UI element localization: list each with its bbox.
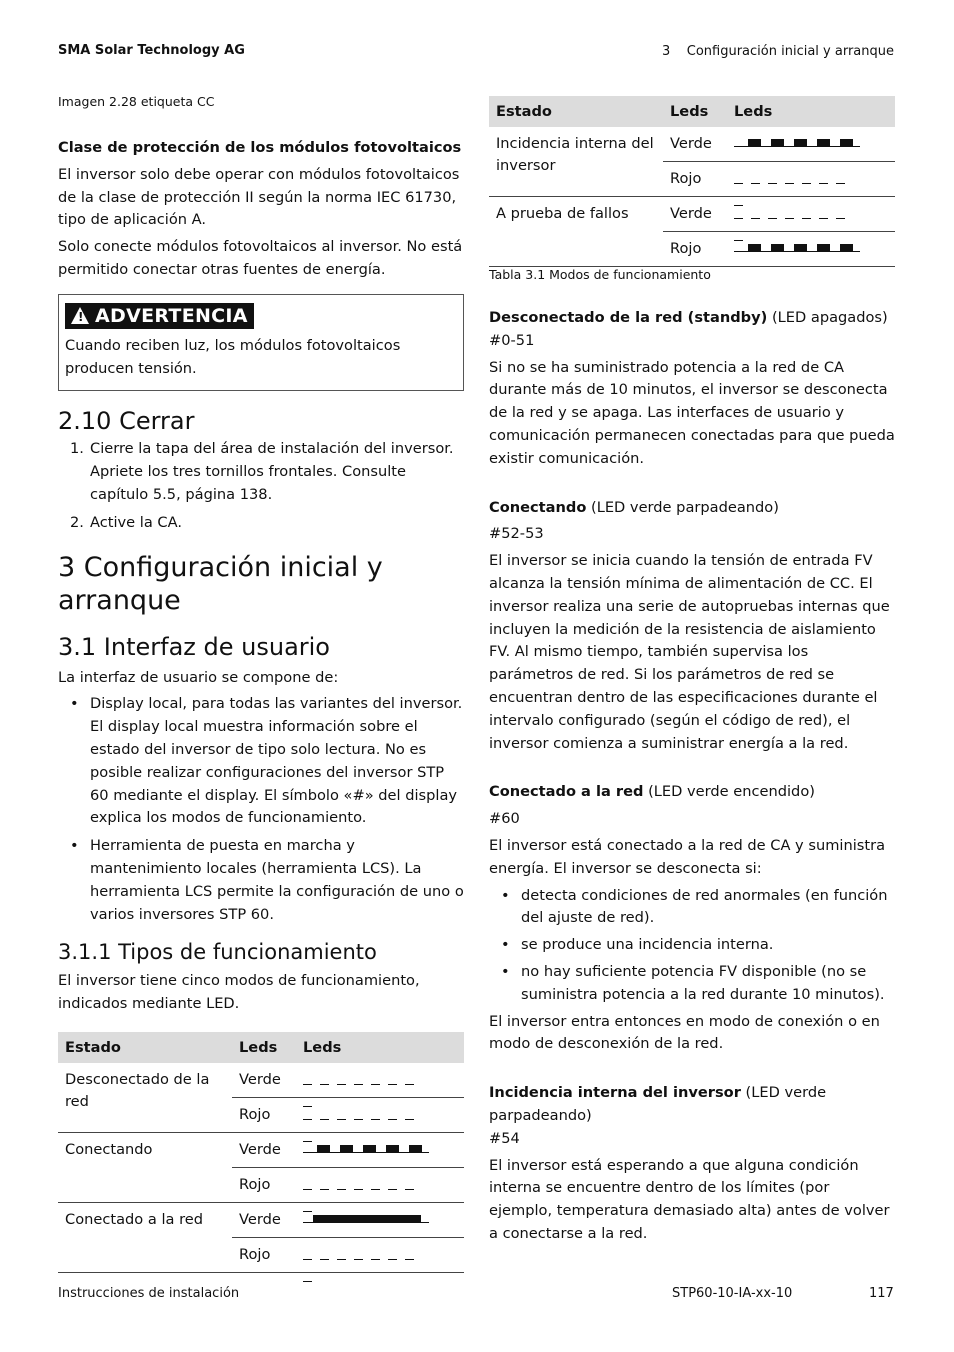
col-leds: Leds	[663, 96, 727, 127]
led-dash	[320, 1084, 329, 1085]
led-pattern	[296, 1203, 464, 1238]
led-pattern	[296, 1133, 464, 1168]
led-dash	[320, 1189, 329, 1190]
figure-caption: Imagen 2.28 etiqueta CC	[58, 94, 215, 109]
col-estado: Estado	[58, 1032, 232, 1063]
pv-class-title: Clase de protección de los módulos fotovoltaicos	[58, 139, 462, 156]
led-dash	[836, 183, 845, 184]
header-company: SMA Solar Technology AG	[58, 43, 245, 58]
led-pattern	[727, 127, 895, 162]
col-leds-pattern: Leds	[296, 1032, 464, 1063]
led-dash	[734, 218, 743, 219]
table-header-row	[58, 1032, 464, 1063]
connecting-code: #52-53	[489, 525, 544, 543]
led-blink-pulse	[317, 1145, 330, 1153]
led-dash	[337, 1119, 346, 1120]
led-dash	[354, 1084, 363, 1085]
list-item: • Display local, para todas las variantes del inversor. El display local muestra información sobre el estado del inversor de tipo solo lectura. No es posible realizar configuraciones del inversor STP 60 mediante el display. El símbolo «#» del display explica los modos de funcionamiento.	[70, 695, 463, 827]
table-row	[489, 127, 895, 162]
warning-triangle-icon: !	[71, 307, 89, 324]
warning-box	[58, 294, 464, 392]
table-row	[58, 1133, 464, 1168]
row-color: Verde	[232, 1063, 296, 1098]
led-dash	[405, 1119, 414, 1120]
connecting-text: El inversor se inicia cuando la tensión de entrada FV alcanza la tensión mínima de alimentación de CC. El inversor realiza una serie de autopruebas internas que incluyen la medición de la resistencia de aislamiento FV. Al mismo tiempo, también supervisa los parámetros de red. Si los parámetros de red se encuentran dentro de las especificaciones durante el intervalo configurado (según el código de red), el inversor comienza a suministrar energía a la red.	[489, 552, 890, 752]
section-3-1-1-title: 3.1.1 Tipos de funcionamiento	[58, 940, 377, 965]
led-dash	[354, 1119, 363, 1120]
led-off-indicator	[303, 1108, 429, 1122]
led-dash	[751, 218, 760, 219]
row-estado: A prueba de fallos	[489, 197, 663, 267]
led-dash	[734, 183, 743, 184]
row-color: Rojo	[232, 1238, 296, 1273]
led-solid-bar	[313, 1215, 421, 1223]
led-dash	[819, 183, 828, 184]
led-off-indicator	[303, 1073, 429, 1087]
row-color: Rojo	[663, 232, 727, 267]
led-dash	[751, 183, 760, 184]
row-color: Rojo	[232, 1168, 296, 1203]
led-dash	[405, 1259, 414, 1260]
ui-list	[58, 693, 464, 926]
footer-doc-id: STP60-10-IA-xx-10	[672, 1286, 793, 1301]
led-pattern	[296, 1098, 464, 1133]
led-blink-indicator	[303, 1143, 429, 1157]
led-dash	[405, 1084, 414, 1085]
led-off-indicator	[734, 172, 860, 186]
list-item: • detecta condiciones de red anormales (en función del ajuste de red).	[501, 886, 888, 927]
led-dash	[785, 183, 794, 184]
internal-code: #54	[489, 1129, 520, 1147]
table-row	[58, 1063, 464, 1098]
led-blink-pulse	[794, 139, 807, 147]
chapter-3-title: 3 Configuración inicial y arranque	[58, 551, 383, 616]
table-row	[58, 1203, 464, 1238]
col-estado: Estado	[489, 96, 663, 127]
led-dash	[371, 1189, 380, 1190]
led-dash	[768, 183, 777, 184]
led-dash	[303, 1106, 312, 1107]
modes-table-right	[489, 96, 895, 267]
table-header-row	[489, 96, 895, 127]
led-blink-pulse	[840, 139, 853, 147]
led-dash	[303, 1119, 312, 1120]
led-dash	[320, 1259, 329, 1260]
led-dash	[354, 1259, 363, 1260]
modes-intro: El inversor tiene cinco modos de funcionamiento, indicados mediante LED.	[58, 972, 420, 1013]
led-dash	[734, 240, 743, 241]
led-off-indicator	[303, 1178, 429, 1192]
row-estado: Conectado a la red	[58, 1203, 232, 1273]
pv-class-p2: Solo conecte módulos fotovoltaicos al inversor. No está permitido conectar otras fuentes de energía.	[58, 238, 463, 278]
header-chapter-num: 3	[661, 44, 671, 59]
led-blink-pulse	[817, 139, 830, 147]
led-blink-pulse	[840, 244, 853, 252]
led-blink-pulse	[386, 1145, 399, 1153]
led-pattern	[727, 162, 895, 197]
led-blink-pulse	[340, 1145, 353, 1153]
row-color: Rojo	[232, 1098, 296, 1133]
row-color: Verde	[232, 1133, 296, 1168]
left-column	[58, 94, 464, 1020]
grid-text: El inversor está conectado a la red de CA y suministra energía. El inversor se desconecta si:	[489, 836, 886, 877]
led-dash	[303, 1281, 312, 1282]
led-off-indicator	[303, 1248, 429, 1262]
close-steps-list	[58, 438, 464, 534]
row-color: Verde	[663, 197, 727, 232]
led-dash	[785, 218, 794, 219]
led-dash	[337, 1259, 346, 1260]
led-dash	[337, 1084, 346, 1085]
pv-class-p1: El inversor solo debe operar con módulos fotovoltaicos de la clase de protección II según la norma IEC 61730, tipo de aplicación A.	[58, 165, 460, 229]
led-dash	[388, 1119, 397, 1120]
led-dash	[354, 1189, 363, 1190]
standby-code: #0-51	[489, 331, 535, 349]
led-dash	[303, 1211, 312, 1212]
led-blink-pulse	[771, 139, 784, 147]
led-blink-pulse	[363, 1145, 376, 1153]
col-leds-pattern: Leds	[727, 96, 895, 127]
led-pattern	[727, 232, 895, 267]
modes-table-left	[58, 1032, 464, 1273]
led-off-indicator	[734, 207, 860, 221]
led-dash	[303, 1259, 312, 1260]
internal-heading: Incidencia interna del inversor (LED verde parpadeando)	[489, 1084, 827, 1124]
row-color: Rojo	[663, 162, 727, 197]
list-item: 2. Active la CA.	[70, 513, 182, 531]
led-dash	[320, 1119, 329, 1120]
led-dash	[405, 1189, 414, 1190]
warning-text: Cuando reciben luz, los módulos fotovoltaicos producen tensión.	[65, 336, 401, 377]
led-dash	[734, 205, 743, 206]
row-color: Verde	[663, 127, 727, 162]
led-dash	[371, 1259, 380, 1260]
standby-text: Si no se ha suministrado potencia a la red de CA durante más de 10 minutos, el inversor se desconecta de la red y se apaga. Las interfaces de usuario y comunicación permanecen conectadas para que pueda existir comunicación.	[489, 358, 895, 467]
list-item: • Herramienta de puesta en marcha y mantenimiento locales (herramienta LCS). La herramienta LCS permite la configuración de uno o varios inversores STP 60.	[70, 837, 464, 923]
led-pattern	[296, 1063, 464, 1098]
grid-after: El inversor entra entonces en modo de conexión o en modo de desconexión de la red.	[489, 1012, 880, 1053]
led-pattern	[296, 1168, 464, 1203]
led-pattern	[296, 1238, 464, 1273]
footer-left: Instrucciones de instalación	[58, 1286, 240, 1301]
warning-label: ! ADVERTENCIA	[65, 303, 254, 329]
led-dash	[802, 183, 811, 184]
led-dash	[388, 1189, 397, 1190]
right-column	[489, 267, 895, 1250]
section-3-1-title: 3.1 Interfaz de usuario	[58, 632, 330, 661]
led-dash	[371, 1119, 380, 1120]
row-estado: Conectando	[58, 1133, 232, 1203]
led-dash	[337, 1189, 346, 1190]
header-chapter	[662, 44, 894, 59]
grid-heading: Conectado a la red (LED verde encendido)	[489, 783, 815, 801]
led-dash	[819, 218, 828, 219]
grid-code: #60	[489, 810, 520, 828]
led-on-indicator	[303, 1213, 429, 1227]
row-color: Verde	[232, 1203, 296, 1238]
led-dash	[303, 1189, 312, 1190]
list-item: • no hay suficiente potencia FV disponible (no se suministra potencia a la red durante 10 minutos).	[501, 962, 885, 1003]
led-blink-pulse	[771, 244, 784, 252]
list-item: 1. Cierre la tapa del área de instalación del inversor. Apriete los tres tornillos frontales. Consulte capítulo 5.5, página 138.	[70, 440, 454, 503]
ui-intro: La interfaz de usuario se compone de:	[58, 668, 339, 686]
led-blink-pulse	[748, 244, 761, 252]
table-row	[489, 197, 895, 232]
led-blink-pulse	[794, 244, 807, 252]
led-blink-pulse	[817, 244, 830, 252]
led-blink-indicator	[734, 137, 860, 151]
led-blink-indicator	[734, 242, 860, 256]
table-caption: Tabla 3.1 Modos de funcionamiento	[489, 267, 711, 282]
list-item: • se produce una incidencia interna.	[501, 936, 774, 954]
footer-page-number: 117	[869, 1286, 894, 1301]
led-blink-pulse	[409, 1145, 422, 1153]
led-dash	[836, 218, 845, 219]
header-chapter-title: Configuración inicial y arranque	[686, 44, 894, 59]
standby-heading: Desconectado de la red (standby) (LED apagados)	[489, 309, 888, 326]
connecting-heading: Conectando (LED verde parpadeando)	[489, 498, 779, 516]
grid-list	[489, 885, 895, 1007]
led-dash	[802, 218, 811, 219]
row-estado: Incidencia interna del inversor	[489, 127, 663, 197]
led-dash	[388, 1084, 397, 1085]
led-dash	[768, 218, 777, 219]
led-dash	[303, 1084, 312, 1085]
row-estado: Desconectado de la red	[58, 1063, 232, 1133]
led-pattern	[727, 197, 895, 232]
internal-text: El inversor está esperando a que alguna condición interna se encuentre dentro de los límites (por ejemplo, temperatura demasiado alta) antes de volver a conectarse a la red.	[489, 1156, 890, 1242]
col-leds: Leds	[232, 1032, 296, 1063]
led-dash	[388, 1259, 397, 1260]
section-2-10-title: 2.10 Cerrar	[58, 407, 195, 436]
led-blink-pulse	[748, 139, 761, 147]
led-dash	[371, 1084, 380, 1085]
led-dash	[303, 1141, 312, 1142]
